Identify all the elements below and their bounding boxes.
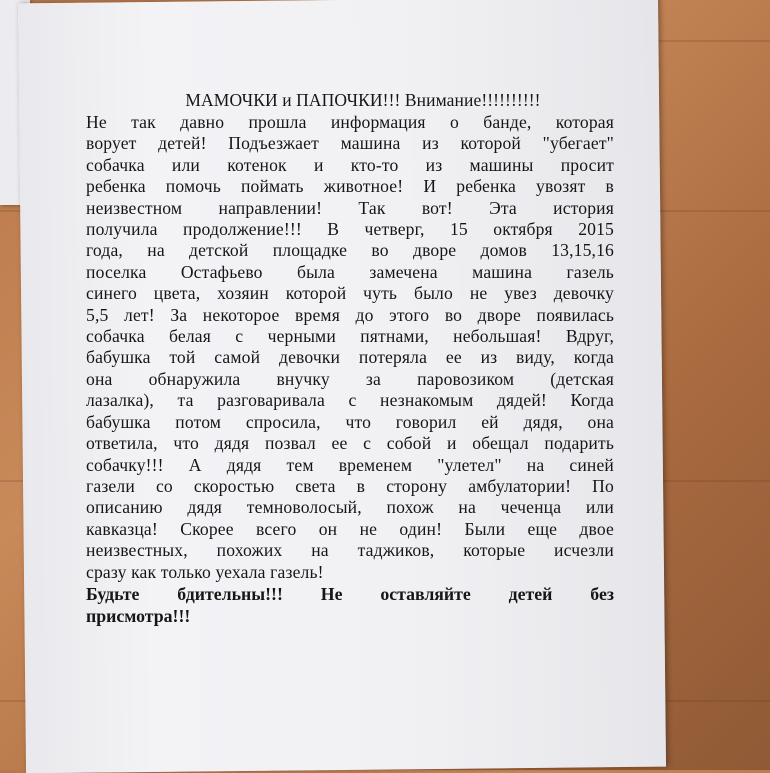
notice-text-line: Не так давно прошла информация о банде, которая	[86, 112, 614, 132]
notice-text-line: описанию дядя темноволосый, похож на чеченца или	[86, 497, 614, 518]
notice-text-line: неизвестных, похожих на таджиков, которые исчезли	[86, 540, 614, 561]
notice-text-line: года, на детской площадке во дворе домов 13,15,16	[86, 240, 614, 261]
notice-body	[86, 112, 614, 583]
notice-text-line: собачка или котенок и кто-то из машины просит	[86, 154, 614, 175]
notice-text-line: сразу как только уехала газель!	[86, 561, 324, 582]
notice-text-line: получила продолжение!!! В четверг, 15 октября 2015	[86, 219, 614, 240]
warning-text-line: Будьте бдительны!!! Не оставляйте детей без	[86, 583, 614, 604]
notice-text-line: бабушка той самой девочки потеряла ее из виду, когда	[86, 347, 614, 368]
notice-text-line: собачка белая с черными пятнами, небольшая! Вдруг,	[86, 326, 614, 347]
notice-text-line: газели со скоростью света в сторону амбулатории! По	[86, 475, 614, 496]
notice-text-line: 5,5 лет! За некоторое время до этого во дворе появилась	[86, 304, 614, 325]
warning-text-line: присмотра!!!	[86, 605, 191, 626]
notice-warning	[86, 583, 614, 627]
notice-text-line: она обнаружила внучку за паровозиком (детская	[86, 368, 614, 389]
notice-text-line: ворует детей! Подъезжает машина из которой "убегает"	[86, 133, 614, 154]
notice-text-line: бабушка потом спросила, что говорил ей дядя, она	[86, 411, 614, 432]
notice-text-line: неизвестном направлении! Так вот! Эта история	[86, 197, 614, 218]
notice-text-line: ребенка помочь поймать животное! И ребенка увозят в	[86, 176, 614, 197]
notice-text-line: лазалка), та разговаривала с незнакомым дядей! Когда	[86, 390, 614, 411]
notice-text-line: кавказца! Скорее всего он не один! Были еще двое	[86, 518, 614, 539]
notice-text-line: собачку!!! А дядя тем временем "улетел" на синей	[86, 454, 614, 475]
notice-text-line: синего цвета, хозяин которой чуть было не увез девочку	[86, 283, 614, 304]
notice-text-line: ответила, что дядя позвал ее с собой и обещал подарить	[86, 433, 614, 454]
notice-text-line: поселка Остафьево была замечена машина газель	[86, 261, 614, 282]
notice-content	[86, 89, 614, 627]
notice-title: МАМОЧКИ и ПАПОЧКИ!!! Внимание!!!!!!!!!!	[185, 90, 541, 110]
